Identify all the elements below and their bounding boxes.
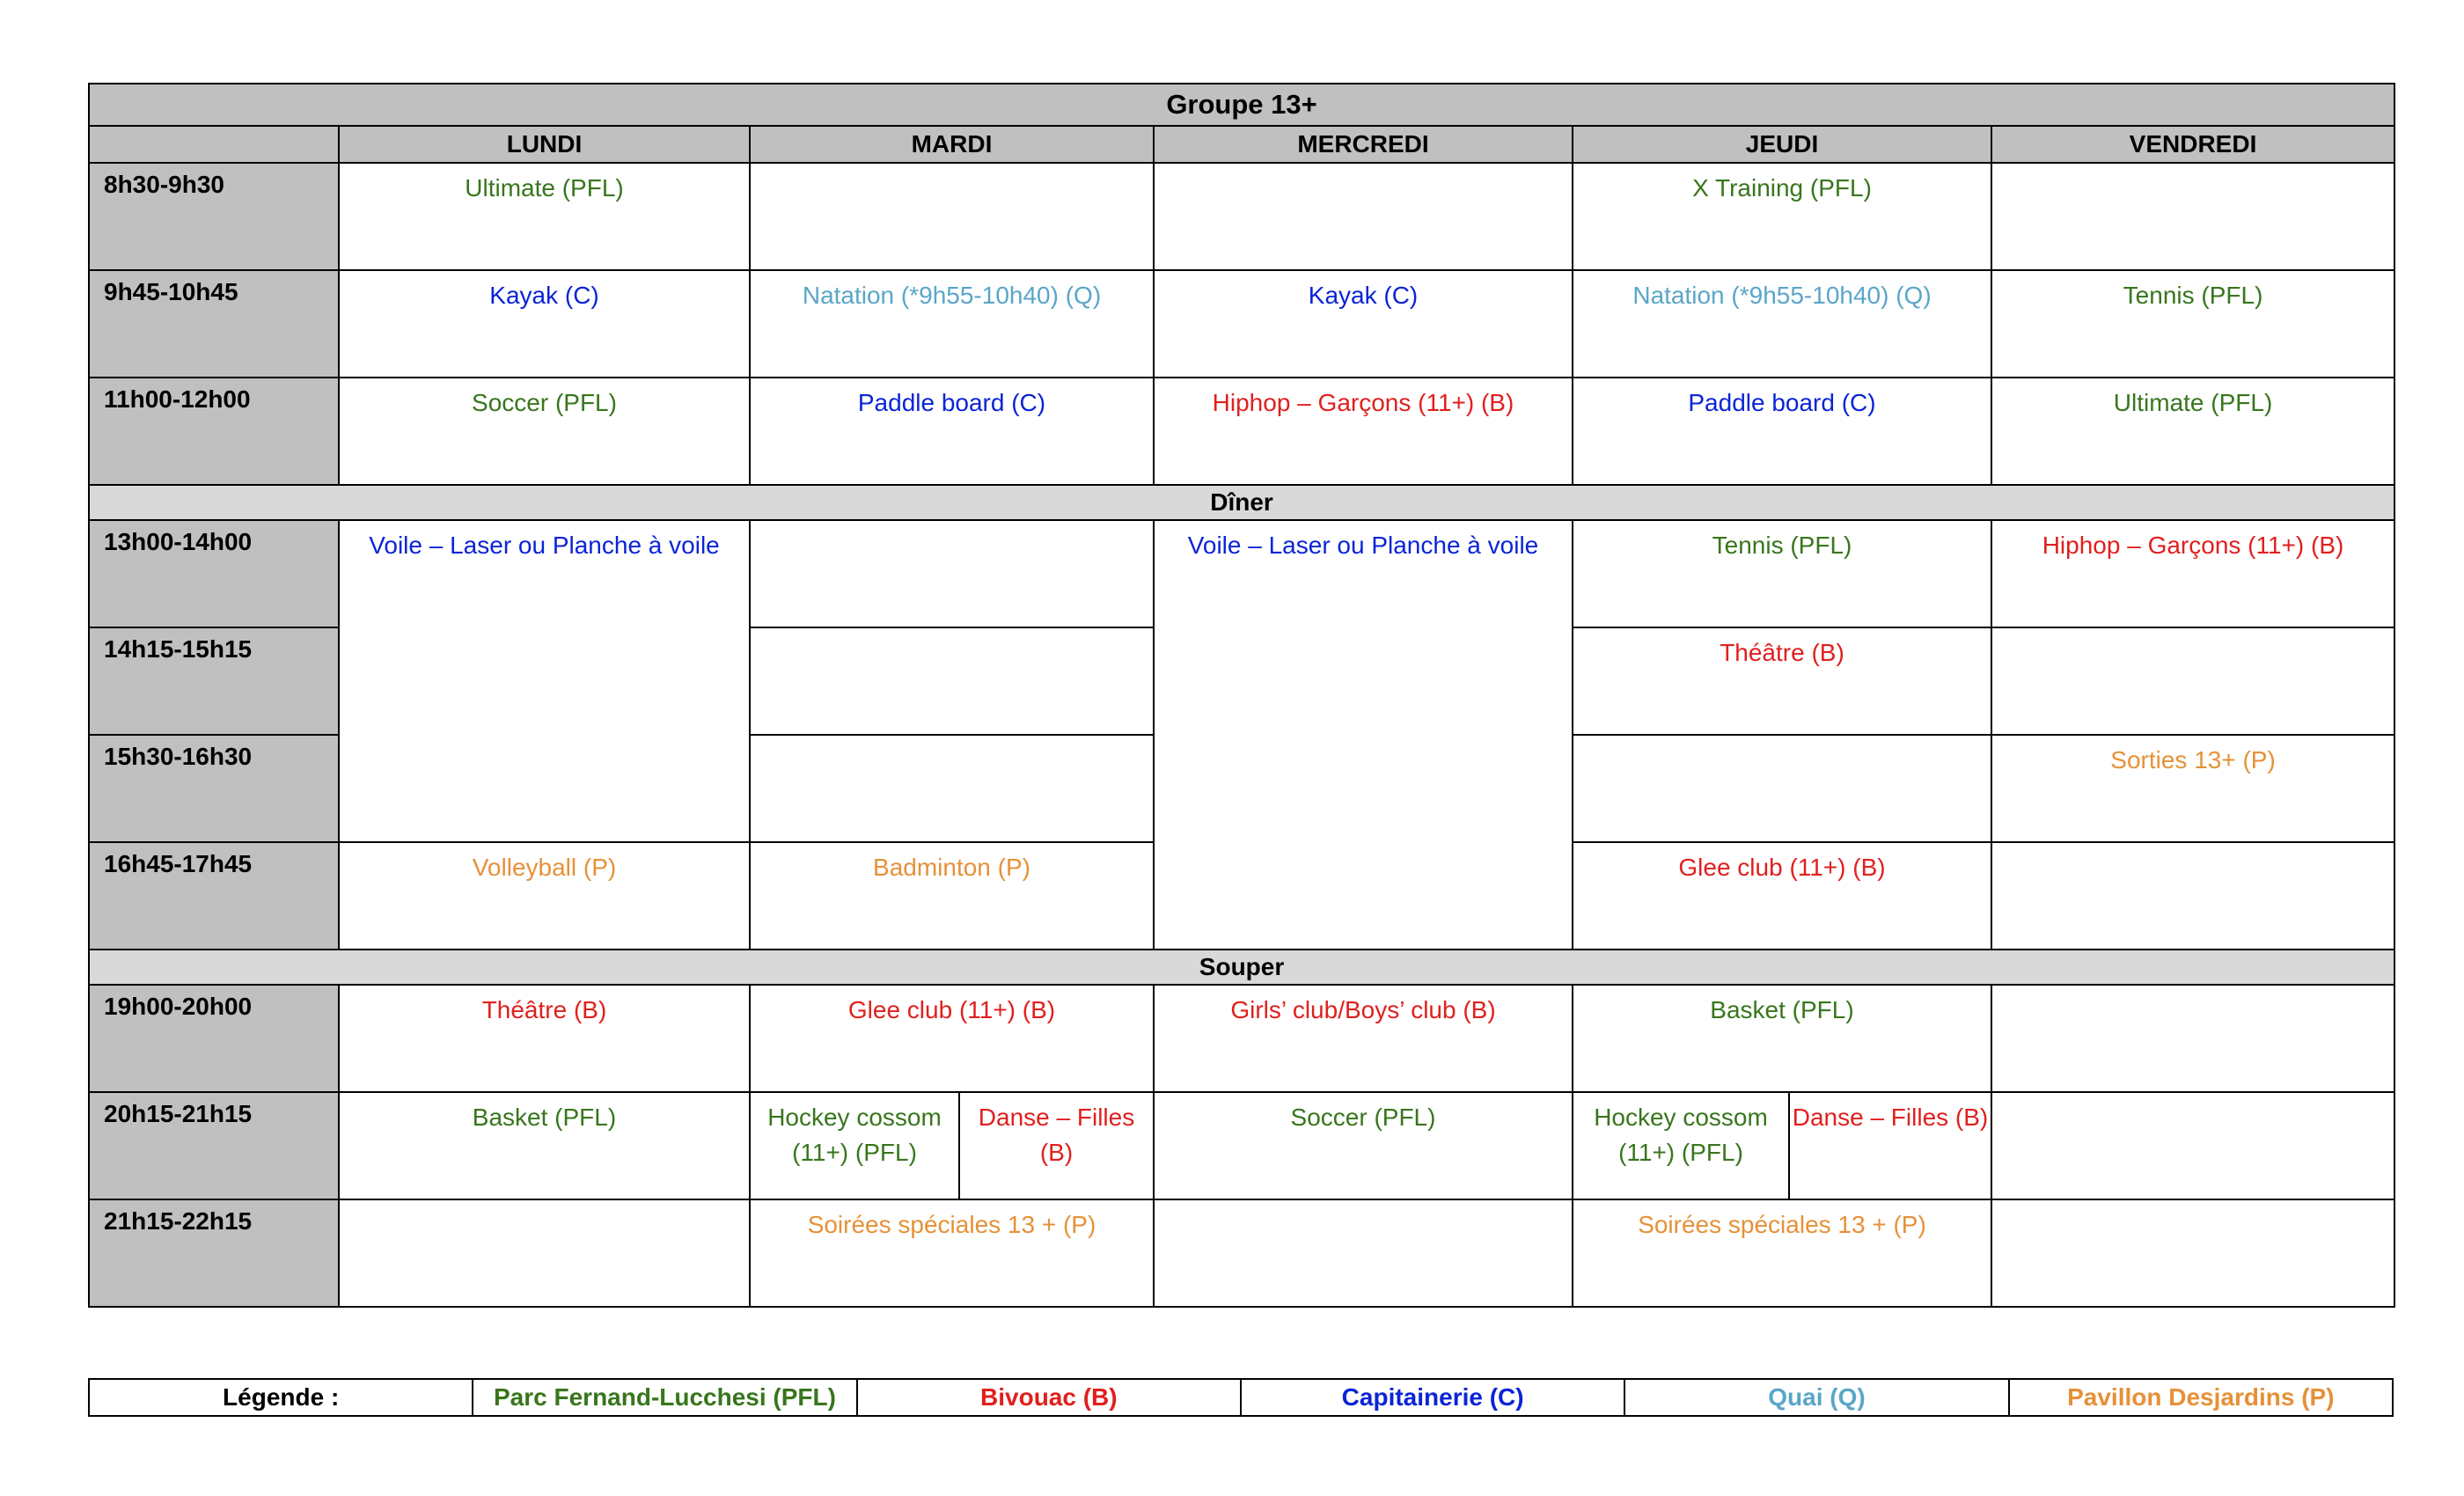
activity-cell: Soirées spéciales 13 + (P) [750,1199,1154,1307]
activity-cell: Kayak (C) [339,270,750,378]
time-slot-label: 15h30-16h30 [89,735,339,842]
time-slot-label: 11h00-12h00 [89,378,339,485]
activity-cell [750,163,1154,270]
activity-cell: Paddle board (C) [750,378,1154,485]
time-row [89,378,2394,485]
time-slot-label: 21h15-22h15 [89,1199,339,1307]
activity-cell: Théâtre (B) [339,985,750,1092]
activity-cell [1991,627,2394,735]
activity-cell: Girls’ club/Boys’ club (B) [1154,985,1573,1092]
time-row [89,520,2394,627]
activity-cell: Théâtre (B) [1573,627,1991,735]
activity-cell [339,1199,750,1307]
activity-cell: Tennis (PFL) [1573,520,1991,627]
activity-cell [1991,842,2394,950]
time-row [89,163,2394,270]
legend-item-pfl: Parc Fernand-Lucchesi (PFL) [473,1379,856,1416]
activity-cell: Basket (PFL) [1573,985,1991,1092]
time-slot-label: 14h15-15h15 [89,627,339,735]
activity-cell: Ultimate (PFL) [1991,378,2394,485]
activity-cell: Glee club (11+) (B) [1573,842,1991,950]
activity-cell [1991,1199,2394,1307]
schedule-table [88,83,2395,1308]
activity-cell: Danse – Filles (B) [1789,1092,1991,1199]
day-header-tuesday: MARDI [750,126,1154,163]
time-row [89,1199,2394,1307]
activity-cell: Volleyball (P) [339,842,750,950]
activity-cell: Voile – Laser ou Planche à voile [1154,520,1573,950]
activity-cell: Kayak (C) [1154,270,1573,378]
activity-cell: Tennis (PFL) [1991,270,2394,378]
activity-cell [1991,163,2394,270]
activity-cell: Hiphop – Garçons (11+) (B) [1991,520,2394,627]
activity-cell: Paddle board (C) [1573,378,1991,485]
schedule-title: Groupe 13+ [89,84,2394,126]
activity-cell [750,735,1154,842]
time-slot-label: 13h00-14h00 [89,520,339,627]
time-row [89,270,2394,378]
activity-cell: Soccer (PFL) [1154,1092,1573,1199]
time-slot-label: 19h00-20h00 [89,985,339,1092]
legend-item-quai: Quai (Q) [1624,1379,2008,1416]
time-slot-label: 8h30-9h30 [89,163,339,270]
day-header-thursday: JEUDI [1573,126,1991,163]
activity-cell: Sorties 13+ (P) [1991,735,2394,842]
activity-cell: Soirées spéciales 13 + (P) [1573,1199,1991,1307]
meal-break-dinner: Souper [89,950,2394,985]
activity-cell [750,627,1154,735]
activity-cell [1154,1199,1573,1307]
activity-cell [750,520,1154,627]
activity-cell: Natation (*9h55-10h40) (Q) [1573,270,1991,378]
activity-cell: Ultimate (PFL) [339,163,750,270]
activity-cell: X Training (PFL) [1573,163,1991,270]
activity-cell: Danse – Filles (B) [959,1092,1154,1199]
time-slot-label: 9h45-10h45 [89,270,339,378]
time-slot-label: 16h45-17h45 [89,842,339,950]
activity-cell: Hiphop – Garçons (11+) (B) [1154,378,1573,485]
activity-cell [1991,985,2394,1092]
activity-cell: Hockey cossom (11+) (PFL) [1573,1092,1789,1199]
activity-cell: Badminton (P) [750,842,1154,950]
legend-label: Légende : [89,1379,473,1416]
activity-cell [1991,1092,2394,1199]
day-header-monday: LUNDI [339,126,750,163]
time-slot-label: 20h15-21h15 [89,1092,339,1199]
activity-cell: Soccer (PFL) [339,378,750,485]
legend-item-bivouac: Bivouac (B) [857,1379,1241,1416]
activity-cell: Natation (*9h55-10h40) (Q) [750,270,1154,378]
activity-cell: Hockey cossom (11+) (PFL) [750,1092,959,1199]
activity-cell: Glee club (11+) (B) [750,985,1154,1092]
activity-cell [1573,735,1991,842]
meal-break-lunch: Dîner [89,485,2394,520]
activity-cell [1154,163,1573,270]
day-header-friday: VENDREDI [1991,126,2394,163]
time-row [89,985,2394,1092]
day-header-wednesday: MERCREDI [1154,126,1573,163]
activity-cell: Basket (PFL) [339,1092,750,1199]
legend-item-pavillon: Pavillon Desjardins (P) [2009,1379,2393,1416]
corner-cell [89,126,339,163]
time-row [89,1092,2394,1199]
legend-table [88,1378,2394,1417]
activity-cell: Voile – Laser ou Planche à voile [339,520,750,842]
legend-item-capitainerie: Capitainerie (C) [1241,1379,1624,1416]
